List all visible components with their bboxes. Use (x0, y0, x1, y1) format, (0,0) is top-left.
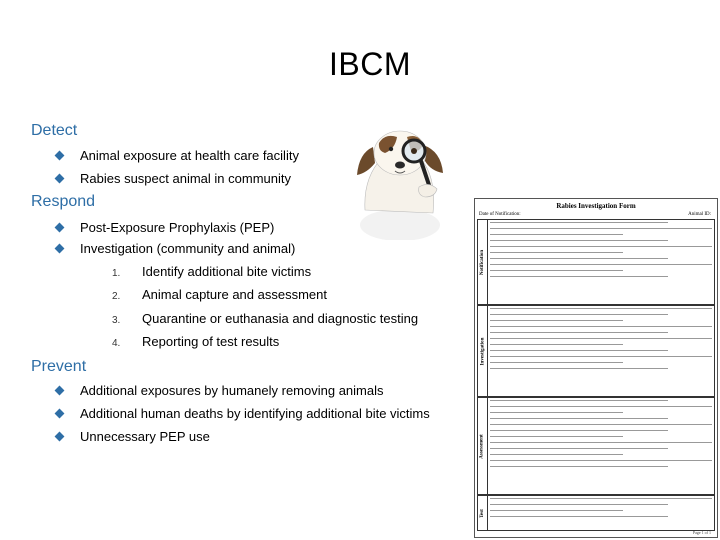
section-heading-prevent: Prevent (31, 358, 87, 375)
slide-title: IBCM (329, 46, 411, 82)
form-section-test (477, 495, 715, 531)
item-number: 1. (112, 268, 121, 279)
form-section-assessment (477, 397, 715, 495)
bullet-icon (55, 174, 65, 184)
numbered-item (112, 311, 418, 326)
item-text: Quarantine or euthanasia and diagnostic testing (142, 311, 419, 326)
bullet-text: Unnecessary PEP use (80, 429, 210, 444)
form-animal-id-label: Animal ID: (688, 212, 711, 217)
item-text: Identify additional bite victims (142, 264, 312, 279)
bullet-text: Additional human deaths by identifying additional bite victims (80, 406, 430, 421)
numbered-item (112, 264, 311, 279)
form-date-label: Date of Notification: (479, 212, 521, 217)
bullet-icon (55, 244, 65, 254)
bullet-item (56, 406, 430, 421)
bullet-text: Additional exposures by humanely removing animals (80, 383, 384, 398)
item-text: Reporting of test results (142, 334, 280, 349)
bullet-icon (55, 432, 65, 442)
bullet-item (56, 241, 295, 256)
item-number: 4. (112, 338, 121, 349)
bullet-item (56, 171, 291, 186)
dog-magnifier-illustration (345, 115, 455, 240)
bullet-item (56, 429, 210, 444)
bullet-icon (55, 151, 65, 161)
bullet-text: Investigation (community and animal) (80, 241, 296, 256)
item-text: Animal capture and assessment (142, 287, 327, 302)
form-section-label: Notification (480, 249, 485, 275)
form-section-investigation (477, 305, 715, 397)
form-section-label: Assessment (480, 433, 486, 459)
bullet-icon (55, 386, 65, 396)
item-number: 2. (112, 291, 121, 302)
item-number: 3. (112, 315, 121, 326)
bullet-icon (55, 223, 65, 233)
form-title: Rabies Investigation Form (556, 202, 636, 210)
form-header-fields (475, 210, 717, 217)
section-heading-detect: Detect (31, 122, 78, 139)
bullet-item (56, 220, 274, 235)
bullet-icon (55, 409, 65, 419)
form-section-notification (477, 219, 715, 305)
section-heading-respond: Respond (31, 193, 96, 210)
bullet-text: Rabies suspect animal in community (80, 171, 291, 186)
form-section-label: Test (480, 508, 485, 518)
numbered-item (112, 334, 279, 349)
rabies-investigation-form-image (474, 198, 718, 538)
bullet-text: Animal exposure at health care facility (80, 148, 299, 163)
bullet-item (56, 148, 299, 163)
form-footer: Page 1 of 1 (692, 530, 711, 535)
bullet-item (56, 383, 384, 398)
numbered-item (112, 287, 327, 302)
form-section-label: Investigation (480, 337, 485, 365)
bullet-text: Post-Exposure Prophylaxis (PEP) (80, 220, 275, 235)
